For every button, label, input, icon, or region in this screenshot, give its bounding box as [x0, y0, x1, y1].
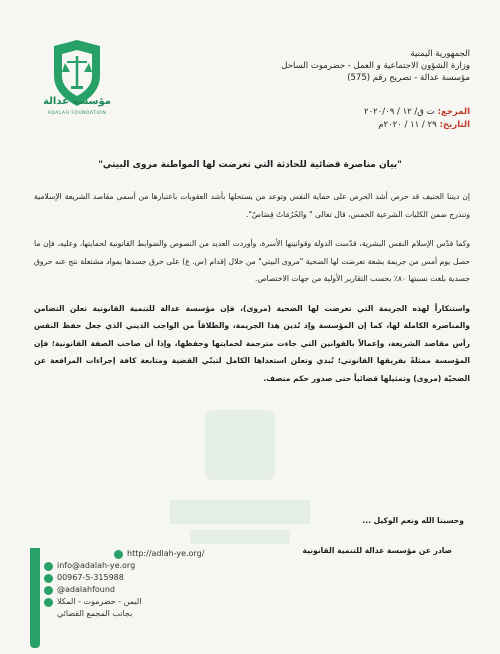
closing-line: وحسبنا الله ونعم الوكيل ...	[362, 516, 464, 525]
statement-title: "بيان مناصرة قضائية للحادثة التي تعرضت لها المواطنة مروى البيتي"	[98, 160, 402, 170]
website-link[interactable]: http://adlah-ye.org/	[127, 549, 205, 558]
ref-label: المرجع	[440, 107, 470, 117]
phone-icon	[44, 574, 53, 583]
reference-block: المرجع: ت ق/ ١٢ / ٢٠٢٠/٠٩ التاريخ: ٢٩ / ١١ / ٢٠٢٠م	[364, 107, 470, 130]
globe-icon	[114, 550, 123, 559]
paragraph-1: إن ديننا الحنيف قد حرص أشد الحرص على حماية النفس وتوعد من يستحلها بأشد العقوبات باعتبارها من أسمى مقاصد الشريعة الإسلامية وتندرج ضمن الكليات الشرعية الخمس، قال تعالى " والحُرُمَاتُ قِصَاصٌ".	[34, 192, 470, 219]
government-header	[260, 48, 470, 84]
email-icon	[44, 562, 53, 571]
address-line-2: بجانب المجمع القضائي	[57, 609, 133, 618]
social-icon	[44, 586, 53, 595]
logo-name: مؤسسة عدالة	[43, 96, 111, 107]
gov-line-2: وزارة الشؤون الاجتماعية و العمل - حضرموت الساحل	[281, 61, 470, 71]
address-line-1: اليمن - حضرموت - المكلا	[57, 597, 142, 606]
signature-line: صادر عن مؤسسة عدالة للتنمية القانونية	[302, 546, 452, 555]
gov-line-3: مؤسسة عدالة - تصريح رقم (575)	[347, 73, 470, 83]
paragraph-3: واستنكاراً لهذه الجريمة التي تعرضت لها الضحية (مروى)، فإن مؤسسة عدالة للتنمية القانونية تعلن التضامن والمناصرة الكاملة لها، كما إن المؤسسة وإذ تُدين هذا الجريمة، والطلاقاً من الواجب الديني الذي جعل حفظ النفس رأس مقاصد الشريعة، وإعمالاً بالقوانين التي جاءت مترجمة لحمايتها وحفظها، وإذا أن صاحب الصفة القانونية؛ فإن المؤسسة ممثلةً بفريقها القانوني؛ تُبدي وتعلن استعداها الكامل لتبنّي القضية ومتابعة كافة إجراءات المرافعة عن الضحيّة (مروى) وتمثيلها قضائياً حتى صدور حكم منصف.	[34, 303, 470, 383]
social-handle[interactable]: @adalahfound	[57, 585, 116, 594]
footer-accent-bar	[30, 548, 40, 648]
watermark-logo	[150, 400, 330, 560]
gov-line-1: الجمهورية اليمنية	[410, 49, 470, 59]
phone-number: 00967-5-315988	[57, 573, 124, 582]
date-label: التاريخ	[443, 120, 470, 130]
logo-subtitle: ADALAH FOUNDATION	[47, 111, 107, 116]
location-icon	[44, 598, 53, 607]
statement-body	[34, 188, 470, 399]
email-link[interactable]: info@adalah-ye.org	[57, 561, 136, 570]
date-value: ٢٩ / ١١ / ٢٠٢٠م	[378, 120, 437, 130]
ref-value: ت ق/ ١٢ / ٢٠٢٠/٠٩	[364, 107, 435, 117]
paragraph-2: وكما قدّس الإسلام النفس البشرية، قدّست الدولة وقوانينها الأسرة، وأوردت العديد من النصوص والضوابط القانونية لحمايتها، وعليه، فإن ما حصل يوم أمس من جريمة بشعة تعرضت لها الضحية "مروى البيتي" من خلال إقدام (س. ع) على حرق جسدها بمواد مشتعلة نتج عنه حروق جسدية بلغت نسبتها ٨٠٪ بحسب التقارير الأولية من جهات الاختصاص.	[34, 239, 470, 283]
footer-contacts	[44, 548, 204, 620]
